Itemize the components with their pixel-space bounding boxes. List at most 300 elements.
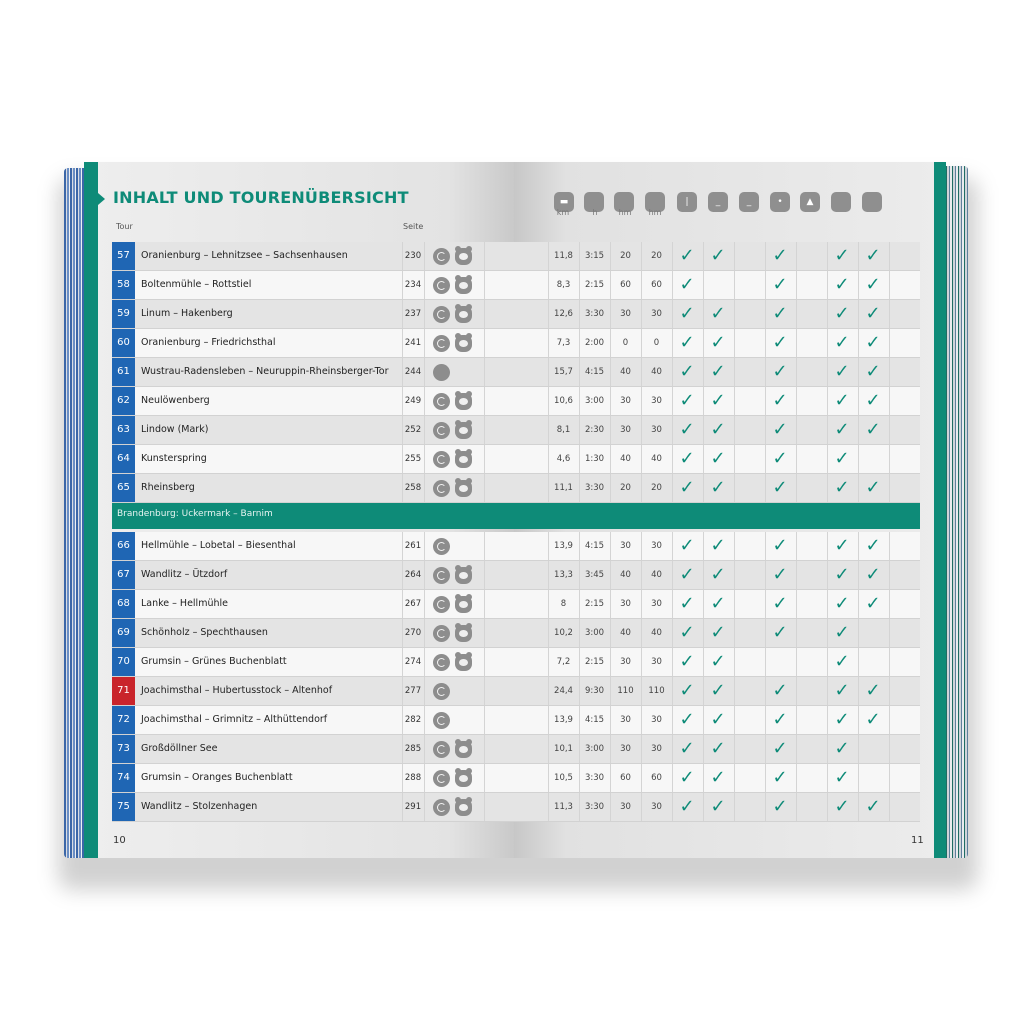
time-value: 2:15 (584, 599, 605, 609)
check-icon: ✓ (772, 419, 788, 440)
tour-number: 58 (112, 271, 135, 299)
column-divider (858, 619, 859, 647)
tour-name: Grumsin – Oranges Buchenblatt (141, 772, 293, 783)
check-icon: ✓ (772, 680, 788, 701)
check-icon: ✓ (834, 796, 850, 817)
column-divider (796, 532, 797, 560)
time-value: 2:30 (584, 425, 605, 435)
km-value: 13,9 (554, 715, 573, 725)
check-icon: ✓ (834, 564, 850, 585)
round-trip-icon (433, 741, 450, 758)
round-trip-arrow (437, 687, 446, 696)
km-value: 7,3 (556, 338, 571, 348)
column-divider (484, 445, 485, 473)
km-value: 24,4 (554, 686, 573, 696)
column-divider (734, 474, 735, 502)
table-row-right (514, 329, 920, 358)
round-trip-arrow (437, 629, 446, 638)
page-title: INHALT UND TOURENÜBERSICHT (113, 188, 409, 207)
check-icon: ✓ (834, 274, 850, 295)
column-divider (796, 677, 797, 705)
column-divider (484, 648, 485, 676)
table-row (112, 329, 514, 358)
column-divider (424, 387, 425, 415)
check-icon: ✓ (865, 535, 881, 556)
check-icon: ✓ (772, 245, 788, 266)
check-icon: ✓ (772, 274, 788, 295)
check-icon: ✓ (710, 361, 726, 382)
column-divider (796, 300, 797, 328)
check-icon: ✓ (679, 419, 695, 440)
check-icon: ✓ (772, 738, 788, 759)
bear-icon (455, 451, 472, 468)
check-icon: ✓ (834, 245, 850, 266)
bench-icon: _ (739, 192, 759, 212)
round-trip-arrow (437, 716, 446, 725)
check-icon: ✓ (865, 796, 881, 817)
check-icon: ✓ (772, 593, 788, 614)
time-value: 2:15 (584, 280, 605, 290)
ascent-value: 40 (620, 628, 631, 638)
check-icon: ✓ (834, 535, 850, 556)
table-row (112, 358, 514, 387)
column-divider (734, 793, 735, 821)
tour-name: Oranienburg – Lehnitzsee – Sachsenhausen (141, 250, 348, 261)
table-row-right (514, 416, 920, 445)
km-value: 15,7 (554, 367, 573, 377)
check-icon: ✓ (710, 448, 726, 469)
column-divider (484, 474, 485, 502)
column-divider (734, 706, 735, 734)
time-value: 3:15 (584, 251, 605, 261)
descent-value: 40 (651, 367, 662, 377)
column-divider (889, 329, 890, 357)
tour-page: 234 (404, 280, 422, 290)
column-divider (796, 735, 797, 763)
ascent-value: 30 (620, 657, 631, 667)
table-row (112, 387, 514, 416)
table-row (112, 619, 514, 648)
column-divider (424, 648, 425, 676)
bear-icon (455, 480, 472, 497)
check-icon: ✓ (834, 593, 850, 614)
check-icon: ✓ (772, 767, 788, 788)
column-divider (734, 271, 735, 299)
bear-icon (455, 799, 472, 816)
bear-face (459, 311, 468, 318)
tour-table-left (112, 242, 514, 822)
check-icon: ✓ (710, 709, 726, 730)
bear-face (459, 456, 468, 463)
column-divider (858, 764, 859, 792)
column-divider (796, 561, 797, 589)
column-divider (424, 677, 425, 705)
column-divider (889, 387, 890, 415)
km-value: 7,2 (556, 657, 571, 667)
bear-icon (455, 770, 472, 787)
km-value: 11,1 (554, 483, 573, 493)
tour-name: Lanke – Hellmühle (141, 598, 228, 609)
tour-name: Oranienburg – Friedrichsthal (141, 337, 276, 348)
column-divider (484, 793, 485, 821)
ascent-value: 30 (620, 599, 631, 609)
ascent-value: 0 (622, 338, 629, 348)
ascent-value: 30 (620, 425, 631, 435)
column-divider (734, 445, 735, 473)
column-divider (484, 677, 485, 705)
tour-number: 72 (112, 706, 135, 734)
bear-face (459, 601, 468, 608)
tour-name: Joachimsthal – Grimnitz – Althüttendorf (141, 714, 328, 725)
time-value: 3:30 (584, 483, 605, 493)
column-divider (703, 271, 704, 299)
column-divider (796, 329, 797, 357)
check-icon: ✓ (710, 477, 726, 498)
descent-value: 30 (651, 802, 662, 812)
column-divider (734, 561, 735, 589)
table-row-right (514, 735, 920, 764)
ascent-value: 60 (620, 773, 631, 783)
check-icon: ✓ (679, 332, 695, 353)
column-divider (484, 387, 485, 415)
table-row-right (514, 706, 920, 735)
column-divider (858, 735, 859, 763)
column-divider (424, 271, 425, 299)
column-divider (796, 590, 797, 618)
round-trip-icon (433, 625, 450, 642)
column-divider (796, 764, 797, 792)
column-divider (424, 532, 425, 560)
time-value: 4:15 (584, 715, 605, 725)
check-icon: ✓ (865, 303, 881, 324)
table-row-right (514, 445, 920, 474)
descent-value: 30 (651, 309, 662, 319)
time-value: 2:15 (584, 657, 605, 667)
column-divider (734, 300, 735, 328)
check-icon: ✓ (772, 303, 788, 324)
column-divider (424, 706, 425, 734)
column-divider (734, 387, 735, 415)
table-row (112, 532, 514, 561)
column-divider (424, 300, 425, 328)
bear-face (459, 804, 468, 811)
bear-icon (455, 422, 472, 439)
column-divider (796, 416, 797, 444)
column-unit-label: km (556, 208, 570, 217)
check-icon: ✓ (679, 738, 695, 759)
round-trip-icon (433, 799, 450, 816)
round-trip-arrow (437, 426, 446, 435)
check-icon: ✓ (865, 564, 881, 585)
table-row-right (514, 764, 920, 793)
bear-face (459, 340, 468, 347)
table-row-right (514, 242, 920, 271)
bear-icon (455, 393, 472, 410)
accent-strip-right (934, 162, 946, 858)
tour-page: 230 (404, 251, 422, 261)
table-row (112, 242, 514, 271)
column-divider (889, 242, 890, 270)
bear-icon (455, 741, 472, 758)
bear-face (459, 282, 468, 289)
column-divider (484, 300, 485, 328)
tour-number: 73 (112, 735, 135, 763)
round-trip-icon (433, 654, 450, 671)
tour-number: 59 (112, 300, 135, 328)
table-row-right (514, 271, 920, 300)
check-icon: ✓ (772, 564, 788, 585)
descent-value: 60 (651, 773, 662, 783)
column-divider (424, 242, 425, 270)
tour-name: Kunsterspring (141, 453, 207, 464)
tour-page: 255 (404, 454, 422, 464)
round-trip-icon (433, 567, 450, 584)
tour-number: 68 (112, 590, 135, 618)
check-icon: ✓ (772, 390, 788, 411)
check-icon: ✓ (679, 477, 695, 498)
check-icon: ✓ (865, 680, 881, 701)
table-row (112, 648, 514, 677)
column-divider (796, 648, 797, 676)
check-icon: ✓ (865, 593, 881, 614)
check-icon: ✓ (679, 361, 695, 382)
check-icon: ✓ (834, 651, 850, 672)
check-icon: ✓ (710, 564, 726, 585)
round-trip-icon (433, 596, 450, 613)
tour-page: 264 (404, 570, 422, 580)
table-row (112, 590, 514, 619)
round-trip-icon (433, 538, 450, 555)
descent-value: 40 (651, 454, 662, 464)
check-icon: ✓ (679, 303, 695, 324)
tour-table-right (514, 242, 920, 822)
check-icon: ✓ (772, 622, 788, 643)
km-value: 12,6 (554, 309, 573, 319)
check-icon: ✓ (710, 738, 726, 759)
check-icon: ✓ (679, 796, 695, 817)
ascent-value: 30 (620, 744, 631, 754)
time-value: 1:30 (584, 454, 605, 464)
bear-icon (455, 335, 472, 352)
table-row-right (514, 474, 920, 503)
column-divider (734, 735, 735, 763)
column-divider (889, 793, 890, 821)
column-divider (796, 445, 797, 473)
section-row (112, 503, 514, 529)
check-icon: ✓ (710, 796, 726, 817)
round-trip-arrow (437, 310, 446, 319)
km-value: 10,1 (554, 744, 573, 754)
tour-number: 74 (112, 764, 135, 792)
tour-page: 270 (404, 628, 422, 638)
ascent-value: 30 (620, 541, 631, 551)
column-divider (484, 561, 485, 589)
tour-name: Grumsin – Grünes Buchenblatt (141, 656, 287, 667)
check-icon: ✓ (834, 303, 850, 324)
check-icon: ✓ (865, 709, 881, 730)
table-row (112, 735, 514, 764)
bear-face (459, 427, 468, 434)
tour-name: Wandlitz – Stolzenhagen (141, 801, 258, 812)
bear-face (459, 485, 468, 492)
check-icon: ✓ (679, 593, 695, 614)
bear-icon (455, 277, 472, 294)
check-icon: ✓ (710, 535, 726, 556)
time-value: 3:30 (584, 309, 605, 319)
descent-value: 30 (651, 541, 662, 551)
bear-face (459, 630, 468, 637)
bear-face (459, 775, 468, 782)
table-row (112, 474, 514, 503)
table-row (112, 706, 514, 735)
check-icon: ✓ (865, 245, 881, 266)
column-divider (734, 329, 735, 357)
check-icon: ✓ (710, 332, 726, 353)
column-divider (424, 619, 425, 647)
tour-name: Rheinsberg (141, 482, 195, 493)
column-divider (796, 619, 797, 647)
column-divider (484, 242, 485, 270)
round-trip-icon (433, 712, 450, 729)
column-divider (424, 793, 425, 821)
table-row (112, 300, 514, 329)
food-icon: ▲ (800, 192, 820, 212)
tour-page: 258 (404, 483, 422, 493)
swim-icon (831, 192, 851, 212)
bear-face (459, 659, 468, 666)
tour-page: 277 (404, 686, 422, 696)
round-trip-arrow (437, 397, 446, 406)
tour-number: 67 (112, 561, 135, 589)
folio-right: 11 (911, 835, 924, 846)
tour-page: 291 (404, 802, 422, 812)
time-value: 3:45 (584, 570, 605, 580)
tour-number: 70 (112, 648, 135, 676)
column-divider (765, 648, 766, 676)
section-label: Brandenburg: Uckermark – Barnim (117, 509, 273, 519)
km-value: 10,5 (554, 773, 573, 783)
bear-face (459, 746, 468, 753)
column-divider (889, 300, 890, 328)
ascent-value: 30 (620, 802, 631, 812)
bear-icon (455, 596, 472, 613)
check-icon: ✓ (679, 448, 695, 469)
descent-value: 40 (651, 570, 662, 580)
column-divider (796, 242, 797, 270)
round-trip-arrow (437, 281, 446, 290)
check-icon: ✓ (679, 564, 695, 585)
descent-value: 60 (651, 280, 662, 290)
round-trip-icon (433, 770, 450, 787)
column-divider (858, 445, 859, 473)
bear-face (459, 398, 468, 405)
tour-number: 63 (112, 416, 135, 444)
column-divider (796, 387, 797, 415)
check-icon: ✓ (834, 767, 850, 788)
time-value: 4:15 (584, 541, 605, 551)
check-icon: ✓ (834, 738, 850, 759)
tour-name: Hellmühle – Lobetal – Biesenthal (141, 540, 296, 551)
table-row (112, 445, 514, 474)
descent-value: 20 (651, 483, 662, 493)
tour-name: Wustrau-Radensleben – Neuruppin-Rheinsberger-Tor (141, 366, 389, 377)
round-trip-icon (433, 335, 450, 352)
ascent-value: 20 (620, 251, 631, 261)
check-icon: ✓ (710, 767, 726, 788)
km-value: 10,2 (554, 628, 573, 638)
tour-number: 57 (112, 242, 135, 270)
column-divider (424, 764, 425, 792)
tour-number: 60 (112, 329, 135, 357)
table-row-right (514, 619, 920, 648)
tour-number: 75 (112, 793, 135, 821)
column-divider (889, 561, 890, 589)
table-row-right (514, 358, 920, 387)
time-value: 3:30 (584, 802, 605, 812)
round-trip-icon (433, 306, 450, 323)
descent-value: 30 (651, 396, 662, 406)
km-value: 4,6 (556, 454, 571, 464)
table-row-right (514, 590, 920, 619)
check-icon: ✓ (772, 448, 788, 469)
round-trip-icon (433, 683, 450, 700)
column-divider (424, 561, 425, 589)
check-icon: ✓ (834, 680, 850, 701)
round-trip-icon (433, 248, 450, 265)
round-trip-arrow (437, 455, 446, 464)
km-value: 13,9 (554, 541, 573, 551)
check-icon: ✓ (865, 274, 881, 295)
book-edge-right (944, 166, 968, 858)
column-divider (734, 648, 735, 676)
time-value: 3:00 (584, 396, 605, 406)
check-icon: ✓ (834, 448, 850, 469)
column-divider (484, 764, 485, 792)
km-value: 8 (560, 599, 567, 609)
tour-name: Neulöwenberg (141, 395, 210, 406)
check-icon: ✓ (772, 796, 788, 817)
round-trip-icon (433, 480, 450, 497)
check-icon: ✓ (834, 332, 850, 353)
tour-name: Wandlitz – Ützdorf (141, 569, 228, 580)
round-trip-icon (433, 277, 450, 294)
column-unit-label: h (592, 208, 598, 217)
tour-number: 61 (112, 358, 135, 386)
column-divider (734, 242, 735, 270)
tour-name: Schönholz – Spechthausen (141, 627, 268, 638)
check-icon: ✓ (772, 361, 788, 382)
round-trip-arrow (437, 542, 446, 551)
bear-icon (455, 248, 472, 265)
check-icon: ✓ (679, 245, 695, 266)
check-icon: ✓ (679, 709, 695, 730)
column-divider (424, 416, 425, 444)
column-divider (796, 271, 797, 299)
accent-strip-left (84, 162, 98, 858)
column-divider (889, 416, 890, 444)
check-icon: ✓ (679, 680, 695, 701)
column-divider (484, 271, 485, 299)
tour-page: 267 (404, 599, 422, 609)
column-divider (889, 358, 890, 386)
column-divider (858, 648, 859, 676)
check-icon: ✓ (865, 390, 881, 411)
tour-name: Lindow (Mark) (141, 424, 209, 435)
time-value: 9:30 (584, 686, 605, 696)
check-icon: ✓ (865, 477, 881, 498)
folio-left: 10 (113, 835, 126, 846)
tour-name: Großdöllner See (141, 743, 218, 754)
